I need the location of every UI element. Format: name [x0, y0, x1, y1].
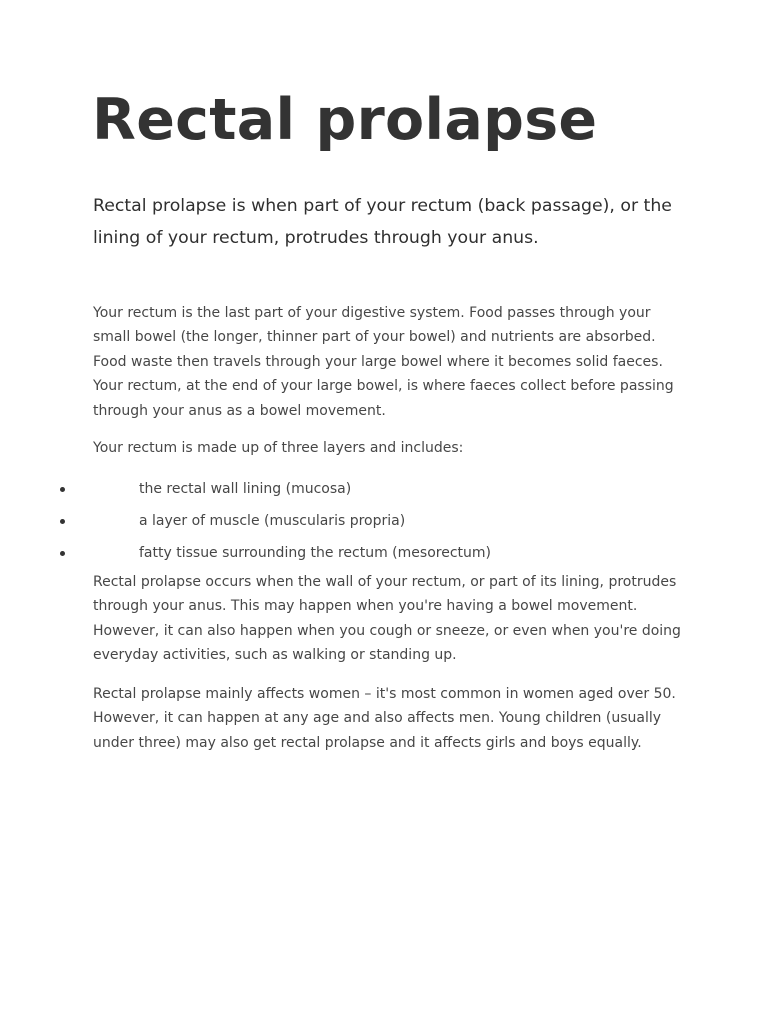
list-intro-paragraph: Your rectum is made up of three layers and includes:: [93, 440, 464, 456]
layers-list: [0, 476, 700, 572]
bullet-dot-icon: [60, 551, 65, 556]
list-item-text: the rectal wall lining (mucosa): [139, 481, 352, 497]
list-item: [0, 540, 700, 572]
bullet-dot-icon: [60, 487, 65, 492]
body-paragraph: Rectal prolapse occurs when the wall of your rectum, or part of its lining, protrudes through your anus. This may happen when you're having a bowel movement. However, it can also happen when you cough or sneeze, or even when you're doing everyday activities, such as walking or standing up.: [93, 574, 681, 664]
body-paragraph: Rectal prolapse mainly affects women – it's most common in women aged over 50. However, it can happen at any age and also affects men. Young children (usually under three) may also get rectal prolapse and it affects girls and boys equally.: [93, 686, 676, 751]
list-item: [0, 476, 700, 508]
list-item-text: a layer of muscle (muscularis propria): [139, 513, 406, 529]
bullet-dot-icon: [60, 519, 65, 524]
lead-paragraph: Rectal prolapse is when part of your rectum (back passage), or the lining of your rectum, protrudes through your anus.: [93, 196, 672, 248]
body-paragraph: Your rectum is the last part of your digestive system. Food passes through your small bowel (the longer, thinner part of your bowel) and nutrients are absorbed. Food waste then travels through your large bowel where it becomes solid faeces. Your rectum, at the end of your large bowel, is where faeces collect before passing through your anus as a bowel movement.: [93, 305, 674, 419]
page-title: Rectal prolapse: [92, 87, 598, 153]
list-item-text: fatty tissue surrounding the rectum (mesorectum): [139, 545, 491, 561]
list-item: [0, 508, 700, 540]
